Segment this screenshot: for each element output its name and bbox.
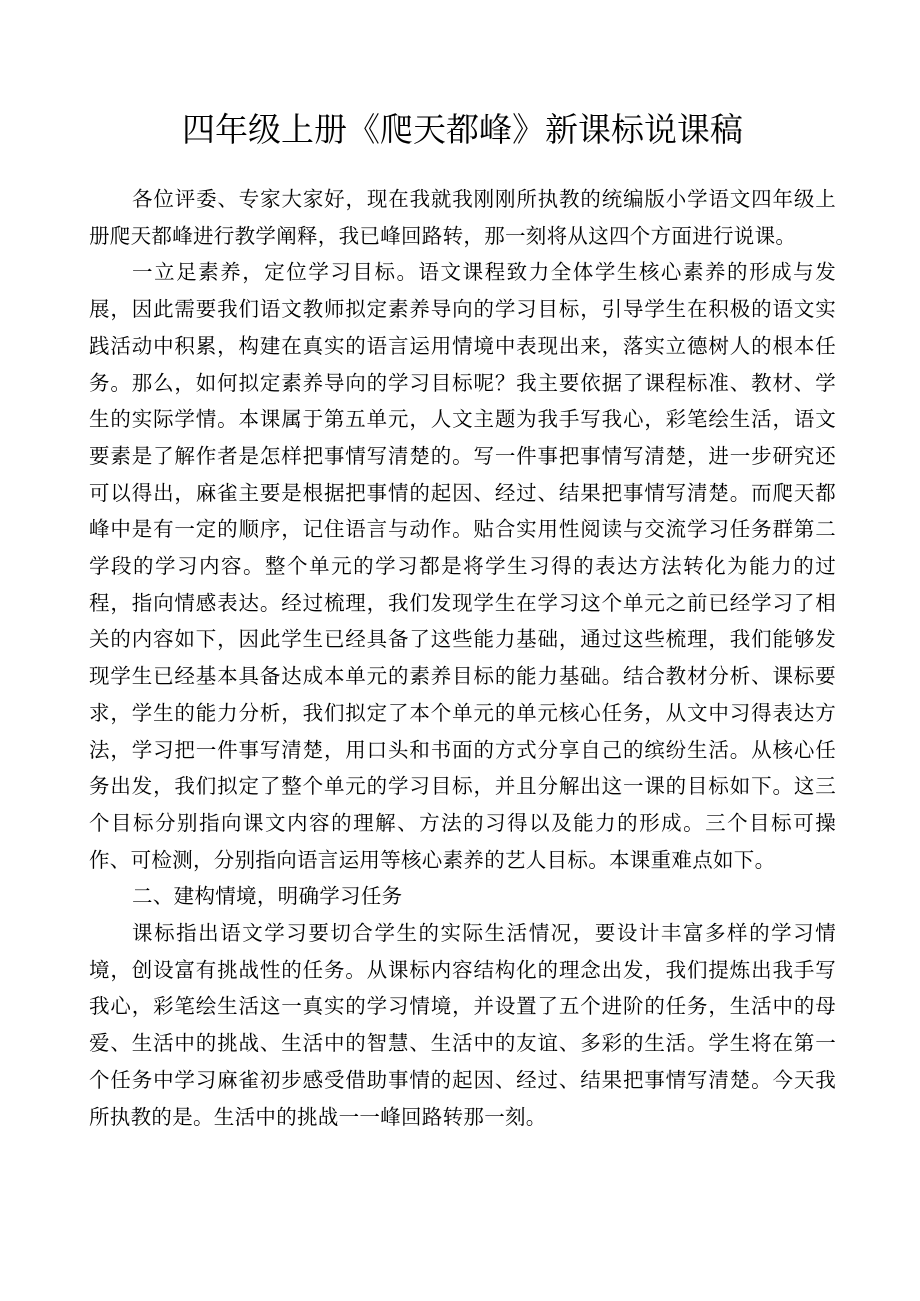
paragraph-section-one: 一立足素养，定位学习目标。语文课程致力全体学生核心素养的形成与发展，因此需要我们语文教师拟定素养导向的学习目标，引导学生在积极的语文实践活动中积累，构建在真实的语言运用情境中表现出来，落实立德树人的根本任务。那么，如何拟定素养导向的学习目标呢？我主要依据了课程标准、教材、学生的实际学情。本课属于第五单元，人文主题为我手写我心，彩笔绘生活，语文要素是了解作者是怎样把事情写清楚的。写一件事把事情写清楚，进一步研究还可以得出，麻雀主要是根据把事情的起因、经过、结果把事情写清楚。而爬天都峰中是有一定的顺序，记住语言与动作。贴合实用性阅读与交流学习任务群第二学段的学习内容。整个单元的学习都是将学生习得的表达方法转化为能力的过程，指向情感表达。经过梳理，我们发现学生在学习这个单元之前已经学习了相关的内容如下，因此学生已经具备了这些能力基础，通过这些梳理，我们能够发现学生已经基本具备达成本单元的素养目标的能力基础。结合教材分析、课标要求，学生的能力分析，我们拟定了本个单元的单元核心任务，从文中习得表达方法，学习把一件事写清楚，用口头和书面的方式分享自己的缤纷生活。从核心任务出发，我们拟定了整个单元的学习目标，并且分解出这一课的目标如下。这三个目标分别指向课文内容的理解、方法的习得以及能力的形成。三个目标可操作、可检测，分别指向语言运用等核心素养的艺人目标。本课重难点如下。 (89, 260, 836, 872)
document-title: 四年级上册《爬天都峰》新课标说课稿 (182, 110, 743, 149)
paragraph-intro: 各位评委、专家大家好，现在我就我刚刚所执教的统编版小学语文四年级上册爬天都峰进行教学阐释，我已峰回路转，那一刻将从这四个方面进行说课。 (89, 187, 836, 248)
section-heading-two: 二、建构情境，明确学习任务 (132, 884, 403, 909)
paragraph-section-two: 课标指出语文学习要切合学生的实际生活情况，要设计丰富多样的学习情境，创设富有挑战性的任务。从课标内容结构化的理念出发，我们提炼出我手写我心，彩笔绘生活这一真实的学习情境，并设置了五个进阶的任务，生活中的母爱、生活中的挑战、生活中的智慧、生活中的友谊、多彩的生活。学生将在第一个任务中学习麻雀初步感受借助事情的起因、经过、结果把事情写清楚。今天我所执教的是。生活中的挑战一一峰回路转那一刻。 (89, 921, 836, 1129)
document-body (89, 181, 836, 1135)
